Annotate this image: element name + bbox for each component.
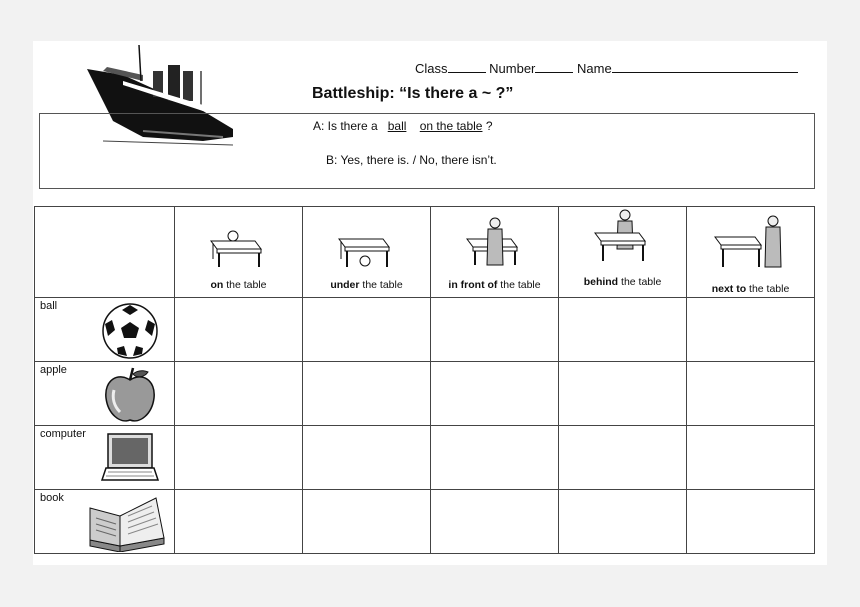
laptop-icon — [100, 430, 160, 488]
grid-row-computer — [35, 426, 815, 490]
dialog-box — [39, 113, 815, 189]
grid-cell[interactable] — [175, 298, 303, 362]
grid-cell[interactable] — [303, 490, 431, 554]
number-blank[interactable] — [535, 61, 573, 73]
grid-cell[interactable] — [431, 426, 559, 490]
grid-row-apple — [35, 362, 815, 426]
soccer-ball-icon — [100, 302, 160, 360]
grid-cell[interactable] — [303, 426, 431, 490]
line-a-suffix: ? — [485, 119, 493, 133]
open-book-icon — [86, 494, 166, 552]
figure-next-to-table-icon — [711, 213, 783, 273]
grid-cell[interactable] — [431, 490, 559, 554]
grid-cell[interactable] — [559, 362, 687, 426]
class-blank[interactable] — [448, 61, 486, 73]
grid-cell[interactable] — [559, 426, 687, 490]
row-label-ball: ball — [40, 300, 58, 312]
grid-cell[interactable] — [687, 298, 815, 362]
dialog-line-a — [313, 119, 493, 133]
row-header-ball — [35, 298, 175, 362]
dialog-line-b: B: Yes, there is. / No, there isn’t. — [326, 153, 497, 167]
name-blank[interactable] — [612, 61, 798, 73]
grid-row-ball — [35, 298, 815, 362]
column-header-in-front-of — [431, 207, 559, 298]
line-a-position: on the table — [419, 119, 483, 133]
apple-icon — [100, 366, 160, 424]
figure-in-front-of-table-icon — [459, 215, 531, 275]
row-header-apple — [35, 362, 175, 426]
grid-cell[interactable] — [687, 362, 815, 426]
row-label-book: book — [40, 492, 64, 504]
figure-behind-table-icon — [587, 209, 659, 269]
grid-corner-cell — [35, 207, 175, 298]
column-header-under — [303, 207, 431, 298]
row-label-apple: apple — [40, 364, 67, 376]
column-header-next-to — [687, 207, 815, 298]
grid-cell[interactable] — [431, 362, 559, 426]
grid-header-row — [35, 207, 815, 298]
grid-cell[interactable] — [303, 362, 431, 426]
ball-on-table-icon — [203, 219, 275, 279]
row-header-computer — [35, 426, 175, 490]
ball-under-table-icon — [331, 225, 403, 285]
grid-cell[interactable] — [687, 426, 815, 490]
grid-cell[interactable] — [303, 298, 431, 362]
line-a-item: ball — [387, 119, 407, 133]
battleship-grid — [34, 206, 815, 554]
column-header-behind — [559, 207, 687, 298]
column-label-next-to: next to the table — [711, 283, 790, 295]
line-a-prefix: A: Is there a — [313, 119, 378, 133]
grid-cell[interactable] — [175, 490, 303, 554]
row-header-book — [35, 490, 175, 554]
class-label: Class — [415, 61, 448, 76]
grid-cell[interactable] — [559, 490, 687, 554]
grid-cell[interactable] — [687, 490, 815, 554]
column-label-under: under the table — [330, 279, 403, 291]
row-label-computer: computer — [40, 428, 86, 440]
grid-row-book — [35, 490, 815, 554]
grid-cell[interactable] — [431, 298, 559, 362]
grid-cell[interactable] — [175, 426, 303, 490]
column-header-on — [175, 207, 303, 298]
name-label: Name — [577, 61, 612, 76]
worksheet — [33, 41, 827, 565]
column-label-behind: behind the table — [583, 276, 662, 288]
worksheet-title: Battleship: “Is there a ~ ?” — [312, 85, 514, 102]
grid-cell[interactable] — [559, 298, 687, 362]
student-info-line — [415, 61, 798, 76]
number-label: Number — [489, 61, 536, 76]
column-label-in-front-of: in front of the table — [448, 279, 541, 291]
grid-cell[interactable] — [175, 362, 303, 426]
column-label-on: on the table — [210, 279, 267, 291]
